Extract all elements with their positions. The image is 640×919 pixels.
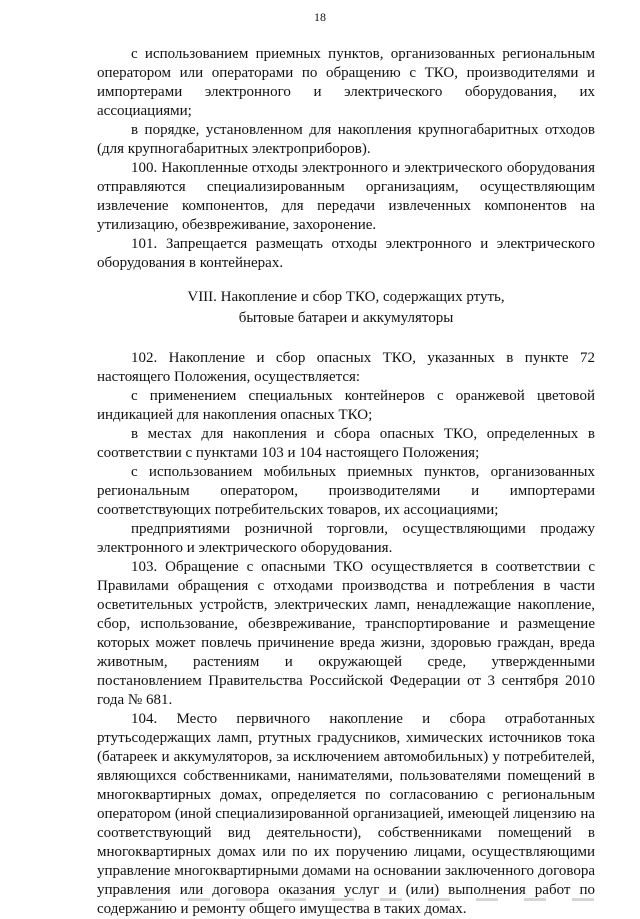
paragraph: в местах для накопления и сбора опасных ТКО, определенных в соответствии с пунктами 103 и 104 настоящего Положения; [97, 426, 595, 461]
section-heading-line-1: VIII. Накопление и сбор ТКО, содержащих ртуть, [187, 289, 505, 305]
paragraph-104: 104. Место первичного накопление и сбора отработанных ртутьсодержащих ламп, ртутных градусников, химических источников тока (батареек и аккумуляторов, за исключением автомобильных) у потребителей, являющихся собственниками, нанимателями, пользователями помещений в многоквартирных домах, определяется по согласованию с региональным оператором (иной специализированной организацией, имеющей лицензию на соответствующий вид деятельности), собственниками помещений в многоквартирных домах или по их поручению лицами, осуществляющими управление многоквартирными домами на основании заключенного договора управления или договора оказания услуг и (или) выполнения работ по содержанию и ремонту общего имущества в таких домах. [97, 711, 595, 917]
paragraph: предприятиями розничной торговли, осуществляющими продажу электронного и электрического оборудования. [97, 521, 595, 556]
paragraph: в порядке, установленном для накопления крупногабаритных отходов (для крупногабаритных электроприборов). [97, 122, 595, 157]
paragraph: с использованием мобильных приемных пунктов, организованных региональным оператором, производителями и импортерами соответствующих потребительских товаров, их ассоциациями; [97, 464, 595, 518]
paragraph-101: 101. Запрещается размещать отходы электронного и электрического оборудования в контейнерах. [97, 236, 595, 271]
paragraph-103: 103. Обращение с опасными ТКО осуществляется в соответствии с Правилами обращения с отходами производства и потребления в части осветительных устройств, электрических ламп, ненадлежащие накопление, сбор, использование, обезвреживание, транспортирование и размещение которых может повлечь причинение вреда жизни, здоровью граждан, вреда животным, растениям и окружающей среде, утвержденными постановлением Правительства Российской Федерации от 3 сентября 2010 года № 681. [97, 559, 595, 708]
paragraph: с использованием приемных пунктов, организованных региональным оператором или операторами по обращению с ТКО, производителями и импортерами электронного и электрического оборудования, их ассоциациями; [97, 46, 595, 119]
section-heading [97, 287, 595, 329]
paragraph-100: 100. Накопленные отходы электронного и электрического оборудования отправляются специализированным организациям, осуществляющим извлечение компонентов, для передачи извлеченных компонентов на утилизацию, обезвреживание, захоронение. [97, 160, 595, 233]
document-body [97, 45, 595, 919]
page-number: 18 [314, 10, 326, 24]
scan-artifact [140, 898, 610, 901]
section-heading-line-2: бытовые батареи и аккумуляторы [238, 310, 454, 326]
paragraph-102: 102. Накопление и сбор опасных ТКО, указанных в пункте 72 настоящего Положения, осуществляется: [97, 350, 595, 385]
paragraph: с применением специальных контейнеров с оранжевой цветовой индикацией для накопления опасных ТКО; [97, 388, 595, 423]
